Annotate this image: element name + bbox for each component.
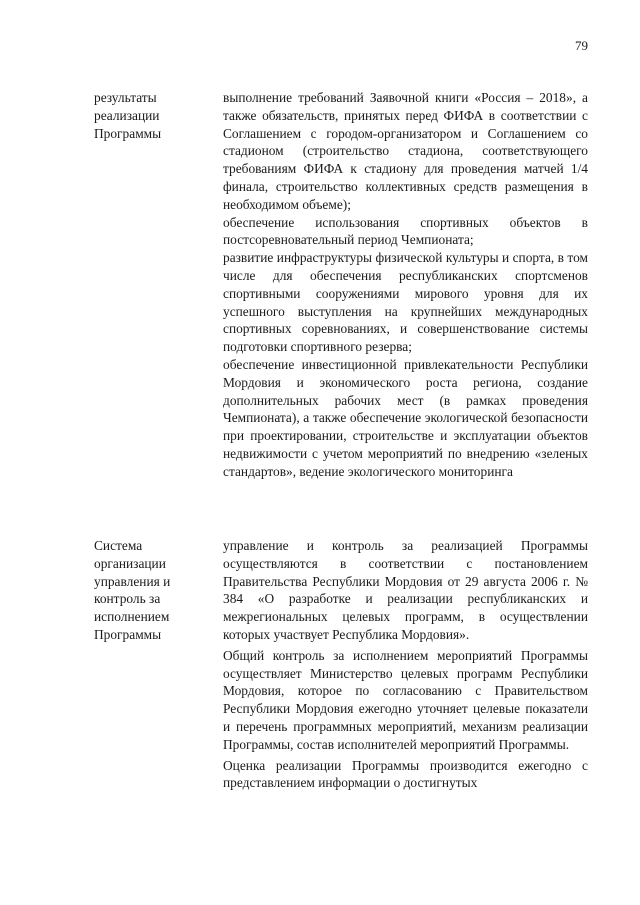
paragraph: обеспечение использования спортивных объектов в постсоревновательный период Чемпионата; (223, 214, 588, 248)
row-content-results (223, 89, 588, 481)
row-label-management: Система организации управления и контроль за исполнением Программы (94, 538, 171, 642)
paragraph: Общий контроль за исполнением мероприятий Программы осуществляет Министерство целевых программ Республики Мордовия, которое по согласованию с Правительством Республики Мордовия ежегодно уточняет целевые показатели и перечень программных мероприятий, механизм реализации Программы, состав исполнителей мероприятий Программы. (223, 647, 588, 752)
row-content-management (223, 537, 588, 792)
paragraph: обеспечение инвестиционной привлекательности Республики Мордовия и экономического роста региона, создание дополнительных рабочих мест (в рамках проведения Чемпионата), а также обеспечение экологической безопасности при проектировании, строительстве и эксплуатации объектов недвижимости с учетом мероприятий по внедрению «зеленых стандартов», ведение экологического мониторинга (223, 356, 588, 479)
row-label-results: результаты реализации Программы (94, 90, 162, 141)
paragraph: выполнение требований Заявочной книги «Россия – 2018», а также обязательств, принятых перед ФИФА в соответствии с Соглашением с городом-организатором и Соглашением со стадионом (строительство стадиона, соответствующего требованиям ФИФА к стадиону для проведения матчей 1/4 финала, строительство коллективных средств размещения в необходимом объеме); (223, 90, 588, 212)
page-number: 79 (575, 38, 588, 53)
paragraph: управление и контроль за реализацией Программы осуществляются в соответствии с постановлением Правительства Республики Мордовия от 29 августа 2006 г. № 384 «О разработке и реализации республиканских и межрегиональных целевых программ, в осуществлении которых участвует Республика Мордовия». (223, 538, 588, 642)
paragraph: развитие инфраструктуры физической культуры и спорта, в том числе для обеспечения республиканских спортсменов спортивными сооружениями мирового уровня для их успешного выступления на крупнейших международных спортивных соревнованиях, и совершенствование системы подготовки спортивного резерва; (223, 250, 588, 355)
paragraph: Оценка реализации Программы производится ежегодно с представлением информации о достигнутых (223, 757, 588, 791)
